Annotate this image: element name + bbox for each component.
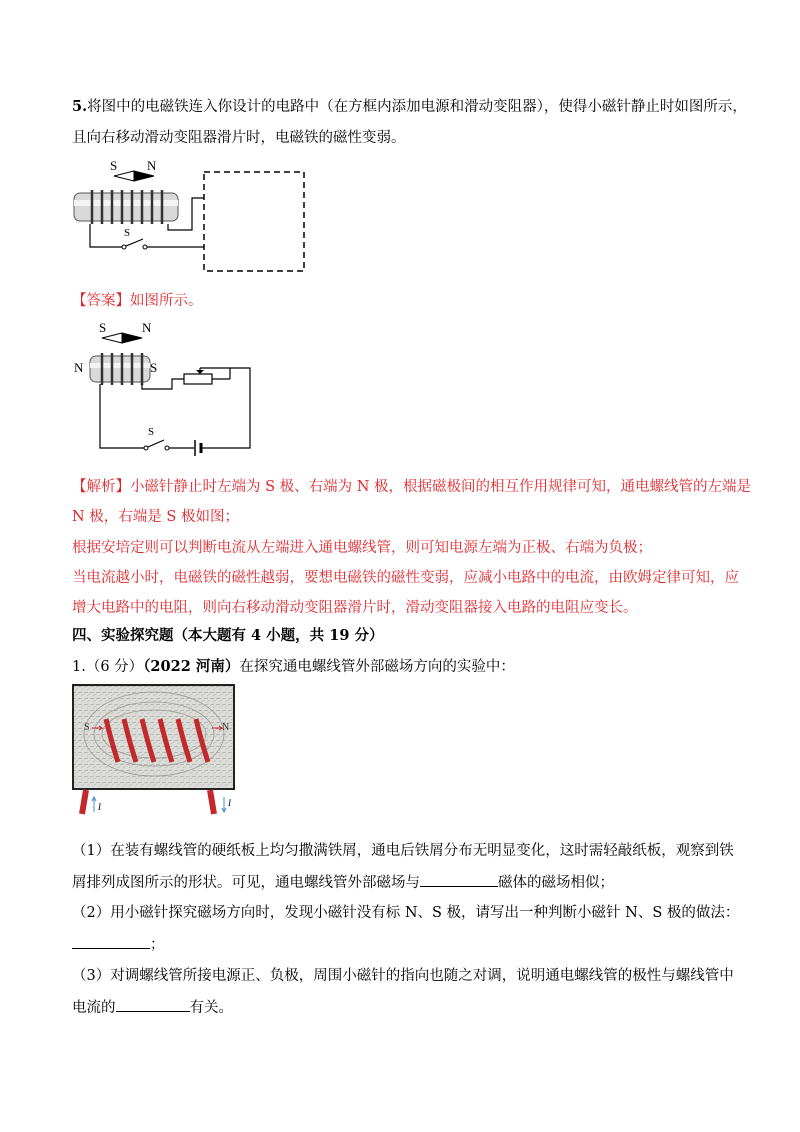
fig1-switch-label: S <box>124 227 131 239</box>
fig2-coil-left-pole: N <box>74 360 84 375</box>
q1-source: （2022 河南） <box>143 658 240 675</box>
analysis-tag: 【解析】 <box>72 479 130 495</box>
fig1-needle-n-label: N <box>147 158 157 173</box>
fig2-switch-label: S <box>148 426 155 438</box>
fig2-battery <box>195 440 201 456</box>
q1-part2-text-b: ； <box>150 937 165 953</box>
q1-part2-line-1: （2）用小磁针探究磁场方向时，发现小磁针没有标 N、S 极，请写出一种判断小磁针 N、S 极的做法： <box>72 905 740 921</box>
q1-part3-line-1: （3）对调螺线管所接电源正、负极，周围小磁针的指向也随之对调，说明通电螺线管的极性与螺线管中 <box>72 968 734 984</box>
answer-circuit-figure <box>72 316 262 456</box>
q1-part2-line-2 <box>72 934 165 955</box>
q5-number: 5. <box>72 98 88 115</box>
fig2-rheostat <box>184 368 230 384</box>
fig2-coil-right-pole: S <box>150 360 158 375</box>
q1-score: （6 分） <box>85 659 144 675</box>
q1-line <box>72 657 515 677</box>
section4-heading: 四、实验探究题（本大题有 4 小题，共 19 分） <box>72 627 384 644</box>
fig1-switch <box>122 239 147 249</box>
q1-part1-line-2 <box>72 872 614 893</box>
fig2-needle-s-label: S <box>99 320 107 335</box>
photo-current-right: I <box>228 798 231 808</box>
fig1-solenoid <box>74 190 178 224</box>
fig2-compass-needle <box>102 333 142 343</box>
answer-text: 如图所示。 <box>130 293 203 309</box>
q1-part3-text-a: 电流的 <box>72 1000 116 1016</box>
q1-part1-text-a: 屑排列成图所示的形状。可见，通电螺线管外部磁场与 <box>72 875 420 891</box>
q1-part1-answer-blank[interactable] <box>420 872 498 887</box>
analysis-line-1 <box>72 477 751 497</box>
fig2-solenoid <box>90 353 150 385</box>
analysis-text-1: 小磁针静止时左端为 S 极、右端为 N 极，根据磁极间的相互作用规律可知，通电螺线管的左端是 <box>130 479 752 495</box>
q1-number: 1. <box>72 659 86 675</box>
solenoid-iron-filings-photo <box>72 684 248 824</box>
q1-part3-text-b: 有关。 <box>189 1000 233 1016</box>
q5-circuit-figure <box>70 150 310 275</box>
fig2-needle-n-label: N <box>142 320 152 335</box>
fig2-switch <box>144 440 169 450</box>
q1-part2-answer-blank[interactable] <box>72 934 150 949</box>
q1-part1-text-b: 磁体的磁场相似； <box>498 875 614 891</box>
q1-part1-line-1: （1）在装有螺线管的硬纸板上均匀撒满铁屑，通电后铁屑分布无明显变化，这时需轻敲纸板，观察到铁 <box>72 843 734 859</box>
analysis-line-5: 增大电路中的电阻，则向右移动滑动变阻器滑片时，滑动变阻器接入电路的电阻应变长。 <box>72 600 638 616</box>
q5-line-2: 且向右移动滑动变阻器滑片时，电磁铁的磁性变弱。 <box>72 130 406 146</box>
answer-line <box>72 291 203 311</box>
analysis-line-4: 当电流越小时，电磁铁的磁性越弱，要想电磁铁的磁性变弱，应减小电路中的电流，由欧姆定律可知，应 <box>72 570 739 586</box>
photo-left-pole: S <box>84 722 90 733</box>
answer-tag: 【答案】 <box>72 293 130 309</box>
q5-line-1 <box>72 97 747 117</box>
analysis-line-2: N 极，右端是 S 极如图； <box>72 509 239 525</box>
analysis-line-3: 根据安培定则可以判断电流从左端进入通电螺线管，则可知电源左端为正极、右端为负极； <box>72 540 652 556</box>
photo-current-left: I <box>98 802 101 812</box>
q1-text: 在探究通电螺线管外部磁场方向的实验中： <box>239 659 515 675</box>
photo-right-pole: N <box>222 722 230 733</box>
q1-part3-line-2 <box>72 997 233 1018</box>
q1-part3-answer-blank[interactable] <box>116 997 190 1012</box>
fig1-needle-s-label: S <box>110 158 118 173</box>
q5-text-1: 将图中的电磁铁连入你设计的电路中（在方框内添加电源和滑动变阻器），使得小磁针静止时如图所示， <box>87 99 747 115</box>
empty-dashed-box <box>204 172 304 271</box>
